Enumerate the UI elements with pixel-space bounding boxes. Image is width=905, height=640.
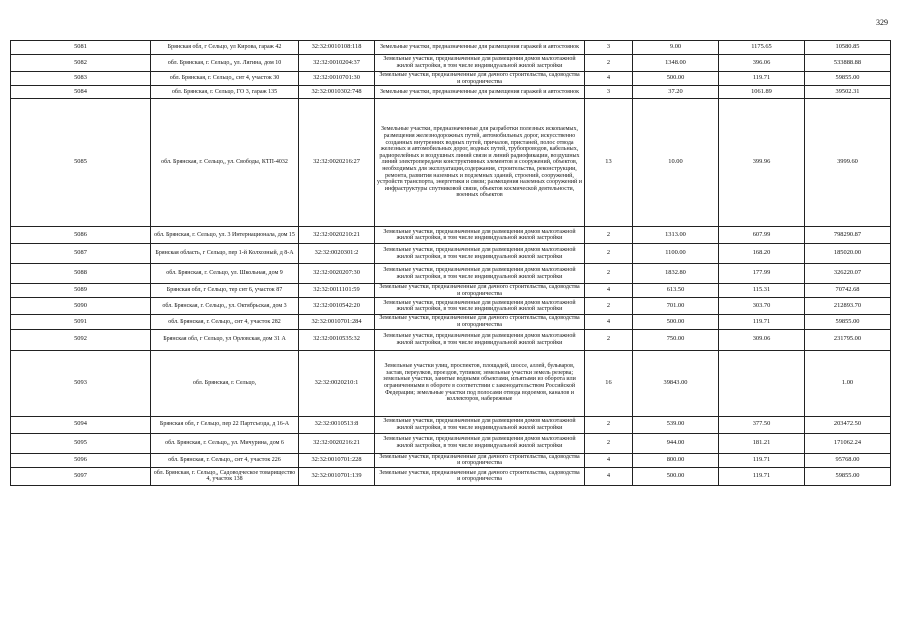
- row-id: 5097: [11, 467, 151, 485]
- value-cell: 231795.00: [805, 329, 891, 350]
- row-id: 5092: [11, 329, 151, 350]
- group-cell: 4: [585, 315, 633, 329]
- area-cell: 539.00: [633, 416, 719, 433]
- cadastral-number-cell: 32:32:0010701:30: [299, 72, 375, 86]
- address-cell: обл. Брянская, г. Сельцо,, снт 4, участок 226: [151, 453, 299, 467]
- cadastral-number-cell: 32:32:0010204:37: [299, 55, 375, 72]
- value-cell: 95768.00: [805, 453, 891, 467]
- value-cell: 185020.00: [805, 244, 891, 264]
- group-cell: 3: [585, 41, 633, 55]
- area-cell: 800.00: [633, 453, 719, 467]
- area-cell: 701.00: [633, 298, 719, 315]
- purpose-cell: Земельные участки, предназначенные для размещения домов малоэтажной жилой застройки, в том числе индивидуальной жилой застройки: [375, 55, 585, 72]
- page-number: 329: [876, 18, 888, 27]
- price-cell: 119.71: [719, 315, 805, 329]
- cadastral-number-cell: 32:32:0020301:2: [299, 244, 375, 264]
- row-id: 5087: [11, 244, 151, 264]
- table-row: [11, 350, 891, 416]
- purpose-cell: Земельные участки, предназначенные для размещения гаражей и автостоянок: [375, 41, 585, 55]
- table-row: [11, 433, 891, 453]
- value-cell: 533888.88: [805, 55, 891, 72]
- table-row: [11, 329, 891, 350]
- price-cell: 309.06: [719, 329, 805, 350]
- address-cell: обл. Брянская, г. Сельцо,, Садоводческое товарищество 4, участок 138: [151, 467, 299, 485]
- row-id: 5082: [11, 55, 151, 72]
- value-cell: 171062.24: [805, 433, 891, 453]
- cadastral-number-cell: 32:32:0010302:748: [299, 86, 375, 99]
- row-id: 5086: [11, 227, 151, 244]
- table-row: [11, 284, 891, 298]
- value-cell: 798290.87: [805, 227, 891, 244]
- price-cell: 1061.89: [719, 86, 805, 99]
- cadastral-number-cell: 32:32:0020210:21: [299, 227, 375, 244]
- price-cell: [719, 350, 805, 416]
- cadastral-number-cell: 32:32:0010701:139: [299, 467, 375, 485]
- address-cell: обл. Брянская, г. Сельцо,, ул. Лягина, дом 10: [151, 55, 299, 72]
- cadastral-number-cell: 32:32:0020210:1: [299, 350, 375, 416]
- price-cell: 607.99: [719, 227, 805, 244]
- table-row: [11, 99, 891, 227]
- area-cell: 1313.00: [633, 227, 719, 244]
- group-cell: 2: [585, 55, 633, 72]
- group-cell: 3: [585, 86, 633, 99]
- group-cell: 4: [585, 284, 633, 298]
- address-cell: обл. Брянская, г. Сельцо,, снт 4, участок 30: [151, 72, 299, 86]
- table-row: [11, 298, 891, 315]
- row-id: 5091: [11, 315, 151, 329]
- price-cell: 177.99: [719, 264, 805, 284]
- cadastral-number-cell: 32:32:0010108:118: [299, 41, 375, 55]
- group-cell: 2: [585, 264, 633, 284]
- address-cell: обл. Брянская, г. Сельцо, ГО 3, гараж 135: [151, 86, 299, 99]
- value-cell: 59855.00: [805, 467, 891, 485]
- price-cell: 377.50: [719, 416, 805, 433]
- price-cell: 396.06: [719, 55, 805, 72]
- purpose-cell: Земельные участки, предназначенные для размещения домов малоэтажной жилой застройки, в том числе индивидуальной жилой застройки: [375, 227, 585, 244]
- purpose-cell: Земельные участки, предназначенные для размещения домов малоэтажной жилой застройки, в том числе индивидуальной жилой застройки: [375, 329, 585, 350]
- price-cell: 115.31: [719, 284, 805, 298]
- value-cell: 1.00: [805, 350, 891, 416]
- area-cell: 613.50: [633, 284, 719, 298]
- group-cell: 4: [585, 453, 633, 467]
- address-cell: Брянская обл, г Сельцо, ул Кирова, гараж 42: [151, 41, 299, 55]
- land-plots-table: [10, 40, 891, 486]
- area-cell: 500.00: [633, 467, 719, 485]
- row-id: 5083: [11, 72, 151, 86]
- row-id: 5081: [11, 41, 151, 55]
- group-cell: 2: [585, 433, 633, 453]
- area-cell: 1832.80: [633, 264, 719, 284]
- value-cell: 212893.70: [805, 298, 891, 315]
- row-id: 5093: [11, 350, 151, 416]
- address-cell: Брянская область, г Сельцо, пер 1-й Колхозный, д 8-А: [151, 244, 299, 264]
- row-id: 5096: [11, 453, 151, 467]
- table-row: [11, 244, 891, 264]
- purpose-cell: Земельные участки, предназначенные для дачного строительства, садоводства и огородничества: [375, 453, 585, 467]
- purpose-cell: Земельные участки, предназначенные для дачного строительства, садоводства и огородничества: [375, 315, 585, 329]
- group-cell: 2: [585, 244, 633, 264]
- address-cell: обл. Брянская, г. Сельцо, ул. Школьная, дом 9: [151, 264, 299, 284]
- purpose-cell: Земельные участки, предназначенные для размещения домов малоэтажной жилой застройки, в том числе индивидуальной жилой застройки: [375, 433, 585, 453]
- group-cell: 13: [585, 99, 633, 227]
- purpose-cell: Земельные участки, предназначенные для размещения гаражей и автостоянок: [375, 86, 585, 99]
- cadastral-number-cell: 32:32:0010535:32: [299, 329, 375, 350]
- cadastral-number-cell: 32:32:0010542:20: [299, 298, 375, 315]
- cadastral-number-cell: 32:32:0011101:59: [299, 284, 375, 298]
- cadastral-number-cell: 32:32:0010701:284: [299, 315, 375, 329]
- area-cell: 1100.00: [633, 244, 719, 264]
- table-row: [11, 227, 891, 244]
- area-cell: 9.00: [633, 41, 719, 55]
- price-cell: 303.70: [719, 298, 805, 315]
- area-cell: 500.00: [633, 315, 719, 329]
- row-id: 5094: [11, 416, 151, 433]
- table-row: [11, 416, 891, 433]
- purpose-cell: Земельные участки, предназначенные для размещения домов малоэтажной жилой застройки, в том числе индивидуальной жилой застройки: [375, 244, 585, 264]
- group-cell: 2: [585, 416, 633, 433]
- area-cell: 39843.00: [633, 350, 719, 416]
- purpose-cell: Земельные участки, предназначенные для размещения домов малоэтажной жилой застройки, в том числе индивидуальной жилой застройки: [375, 298, 585, 315]
- address-cell: обл. Брянская, г. Сельцо,, снт 4, участок 282: [151, 315, 299, 329]
- group-cell: 2: [585, 329, 633, 350]
- table-row: [11, 453, 891, 467]
- row-id: 5088: [11, 264, 151, 284]
- group-cell: 2: [585, 227, 633, 244]
- price-cell: 168.20: [719, 244, 805, 264]
- value-cell: 10580.85: [805, 41, 891, 55]
- row-id: 5085: [11, 99, 151, 227]
- address-cell: Брянская обл, г Сельцо, тер снт 6, участок 87: [151, 284, 299, 298]
- purpose-cell: Земельные участки, предназначенные для дачного строительства, садоводства и огородничества: [375, 72, 585, 86]
- group-cell: 4: [585, 467, 633, 485]
- row-id: 5090: [11, 298, 151, 315]
- area-cell: 750.00: [633, 329, 719, 350]
- price-cell: 1175.65: [719, 41, 805, 55]
- purpose-cell: Земельные участки, предназначенные для размещения домов малоэтажной жилой застройки, в том числе индивидуальной жилой застройки: [375, 264, 585, 284]
- table-row: [11, 315, 891, 329]
- price-cell: 181.21: [719, 433, 805, 453]
- area-cell: 500.00: [633, 72, 719, 86]
- cadastral-number-cell: 32:32:0010701:228: [299, 453, 375, 467]
- purpose-cell: Земельные участки, предназначенные для дачного строительства, садоводства и огородничества: [375, 284, 585, 298]
- table-row: [11, 86, 891, 99]
- address-cell: обл. Брянская, г. Сельцо,, ул. Октябрьская, дом 3: [151, 298, 299, 315]
- purpose-cell: Земельные участки, предназначенные для разработки полезных ископаемых, размещения железнодорожных путей, автомобильных дорог, искусственно созданных внутренних водных путей, причалов, пристаней, полос отвода железных и автомобильных дорог, водных путей, трубопроводов, кабельных, радиорелейных и воздушных линий связи и линий радиофикации, воздушных линий электропередачи конструктивных элементов и сооружений, объектов, необходимых для эксплуатации,содержания, строительства, реконструкции, ремонта, развития наземных и подземных зданий, строений, сооружений, устройств транспорта, энергетики и связи; размещения наземных сооружений и инфраструктуры спутниковой связи, объектов космической деятельности, военных объектов: [375, 99, 585, 227]
- group-cell: 16: [585, 350, 633, 416]
- value-cell: 70742.68: [805, 284, 891, 298]
- purpose-cell: Земельные участки, предназначенные для дачного строительства, садоводства и огородничества: [375, 467, 585, 485]
- value-cell: 59855.00: [805, 315, 891, 329]
- group-cell: 2: [585, 298, 633, 315]
- area-cell: 37.20: [633, 86, 719, 99]
- address-cell: обл. Брянская, г. Сельцо, ул. 3 Интернационала, дом 15: [151, 227, 299, 244]
- group-cell: 4: [585, 72, 633, 86]
- purpose-cell: Земельные участки, предназначенные для размещения домов малоэтажной жилой застройки, в том числе индивидуальной жилой застройки: [375, 416, 585, 433]
- cadastral-number-cell: 32:32:0010513:8: [299, 416, 375, 433]
- value-cell: 203472.50: [805, 416, 891, 433]
- price-cell: 119.71: [719, 72, 805, 86]
- price-cell: 399.96: [719, 99, 805, 227]
- address-cell: обл. Брянская, г. Сельцо,: [151, 350, 299, 416]
- cadastral-number-cell: 32:32:0020207:30: [299, 264, 375, 284]
- address-cell: Брянская обл, г Сельцо, пер 22 Партсъезда, д 16-А: [151, 416, 299, 433]
- price-cell: 119.71: [719, 467, 805, 485]
- table-row: [11, 467, 891, 485]
- table-row: [11, 264, 891, 284]
- address-cell: обл. Брянская, г. Сельцо,, ул. Свободы, КТП-4032: [151, 99, 299, 227]
- table-row: [11, 55, 891, 72]
- table-row: [11, 41, 891, 55]
- address-cell: обл. Брянская, г. Сельцо,, ул. Мичурина, дом 6: [151, 433, 299, 453]
- cadastral-number-cell: 32:32:0020216:27: [299, 99, 375, 227]
- value-cell: 326220.07: [805, 264, 891, 284]
- purpose-cell: Земельные участки улиц, проспектов, площадей, шоссе, аллей, бульваров, застав, переулков, проездов, тупиков; земельные участки земель резерва; земельные участки, занятые водными объектами, изъятыми из оборота или ограниченными в обороте в соответствии с законодательством Российской Федерации; земельные участки под полосами отвода водоемов, каналов и коллекторов, набережные: [375, 350, 585, 416]
- cadastral-number-cell: 32:32:0020216:21: [299, 433, 375, 453]
- table-row: [11, 72, 891, 86]
- row-id: 5095: [11, 433, 151, 453]
- area-cell: 1348.00: [633, 55, 719, 72]
- price-cell: 119.71: [719, 453, 805, 467]
- value-cell: 3999.60: [805, 99, 891, 227]
- row-id: 5084: [11, 86, 151, 99]
- row-id: 5089: [11, 284, 151, 298]
- value-cell: 39502.31: [805, 86, 891, 99]
- value-cell: 59855.00: [805, 72, 891, 86]
- address-cell: Брянская обл, г Сельцо, ул Орловская, дом 31 А: [151, 329, 299, 350]
- area-cell: 944.00: [633, 433, 719, 453]
- area-cell: 10.00: [633, 99, 719, 227]
